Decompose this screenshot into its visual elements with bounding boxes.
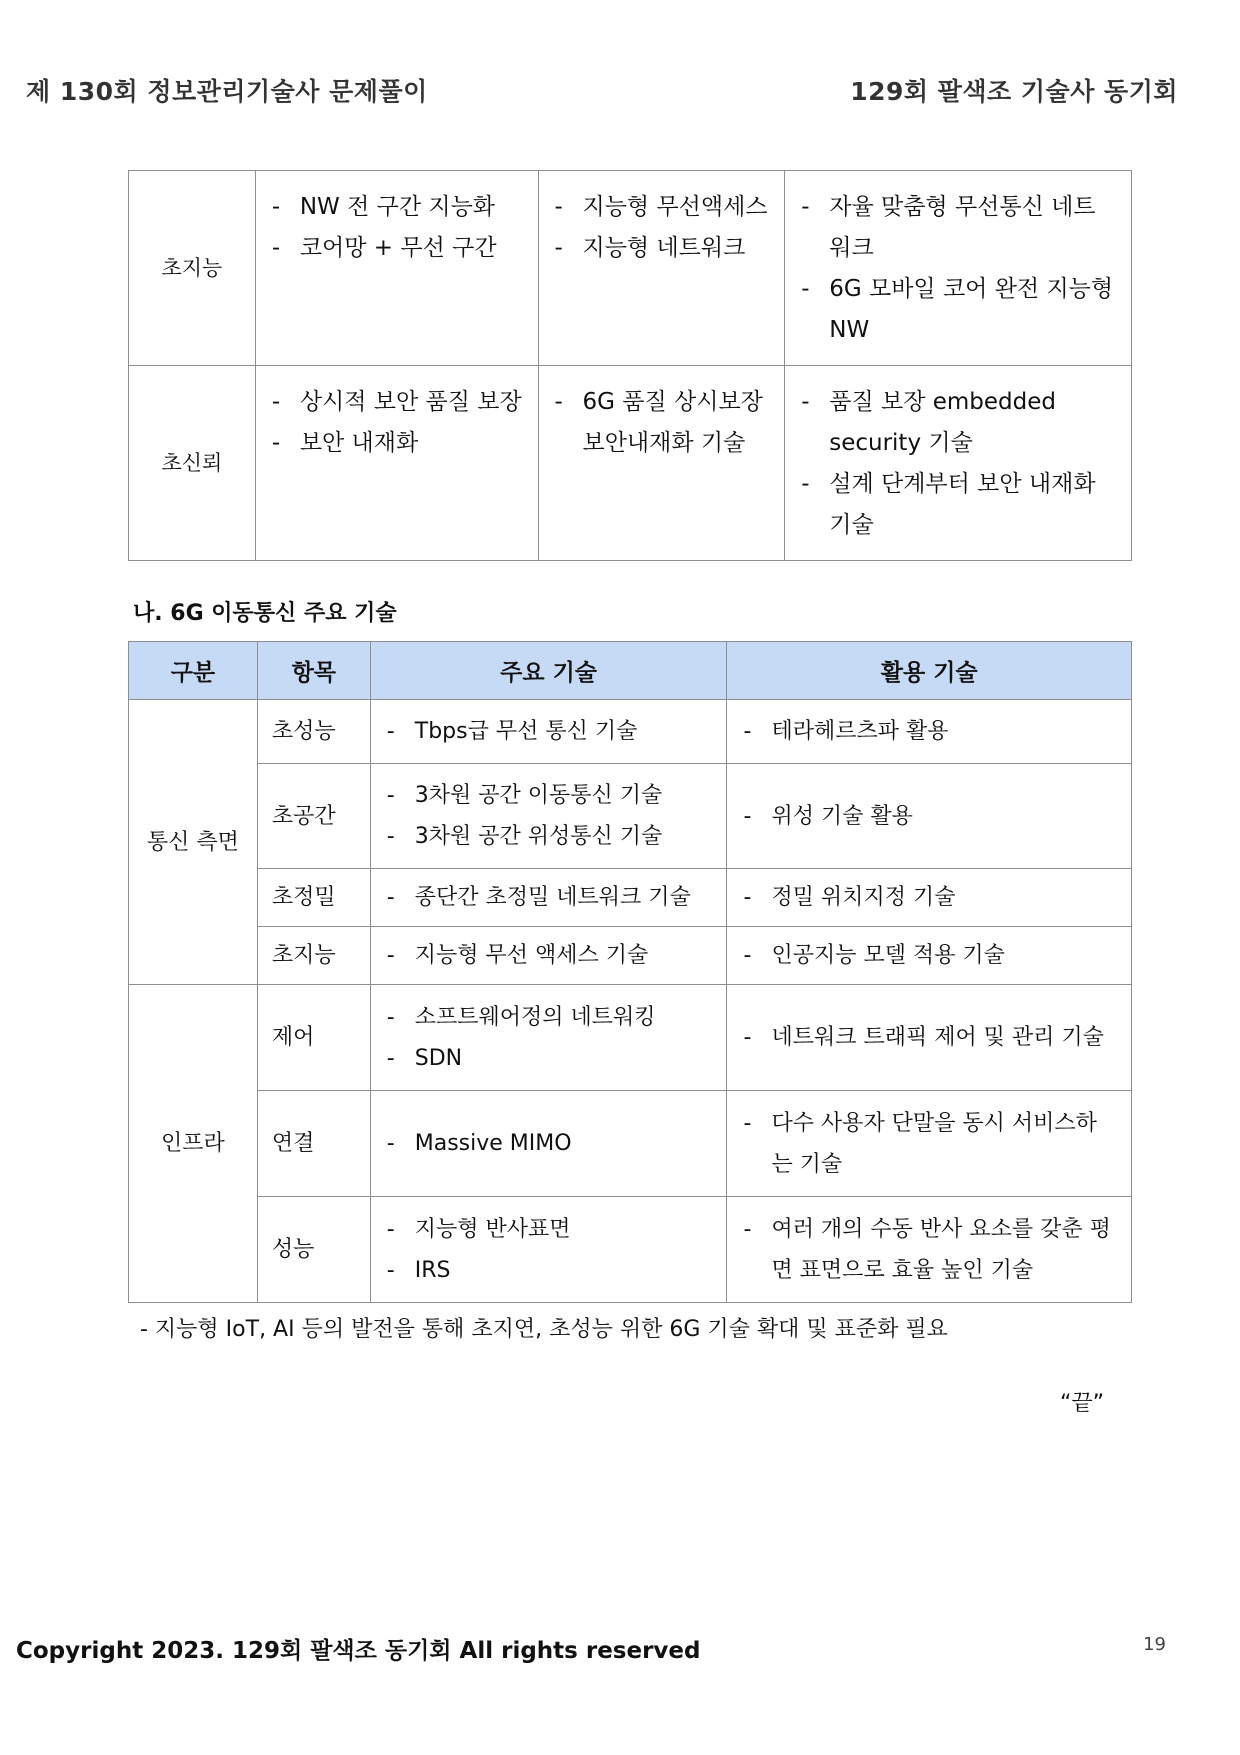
list-item: - 코어망 + 무선 구간 — [270, 228, 524, 269]
table-cell — [538, 171, 785, 366]
list-item: - 여러 개의 수동 반사 요소를 갖춘 평면 표면으로 효율 높인 기술 — [741, 1209, 1117, 1291]
list-item: - Tbps급 무선 통신 기술 — [385, 711, 713, 752]
list-item: - 소프트웨어정의 네트워킹 — [385, 997, 713, 1038]
list-item: - 6G 품질 상시보장 보안내재화 기술 — [553, 382, 771, 464]
item-cell: 초성능 — [257, 700, 370, 764]
table-cell — [370, 764, 727, 869]
group-cell: 인프라 — [129, 985, 258, 1303]
list-item: - 위성 기술 활용 — [741, 796, 1117, 837]
table-cell — [255, 366, 538, 561]
table-row — [129, 985, 1132, 1091]
table-cell — [538, 366, 785, 561]
column-header: 주요 기술 — [370, 642, 727, 700]
table-row — [129, 764, 1132, 869]
item-cell: 연결 — [257, 1091, 370, 1197]
end-mark: “끝” — [1060, 1391, 1105, 1416]
table-cell — [785, 171, 1132, 366]
item-cell: 초정밀 — [257, 869, 370, 927]
list-item: - 품질 보장 embedded security 기술 — [799, 382, 1117, 464]
table-row — [129, 700, 1132, 764]
tech-table-continued — [128, 170, 1132, 561]
list-item: - 3차원 공간 이동통신 기술 — [385, 775, 713, 816]
table-cell — [727, 1091, 1132, 1197]
list-item: - 지능형 네트워크 — [553, 228, 771, 269]
table-cell — [370, 869, 727, 927]
table-row — [129, 171, 1132, 366]
list-item: - 지능형 무선 액세스 기술 — [385, 935, 713, 976]
list-item: - IRS — [385, 1250, 713, 1291]
table-cell — [727, 869, 1132, 927]
item-cell: 제어 — [257, 985, 370, 1091]
table-cell — [727, 1197, 1132, 1303]
category-cell: 초신뢰 — [129, 366, 256, 561]
list-item: - 3차원 공간 위성통신 기술 — [385, 816, 713, 857]
column-header: 구분 — [129, 642, 258, 700]
footer-copyright: Copyright 2023. 129회 팔색조 동기회 All rights reserved — [16, 1638, 701, 1664]
list-item: - 정밀 위치지정 기술 — [741, 877, 1117, 918]
page-number: 19 — [1143, 1634, 1166, 1655]
list-item: - 인공지능 모델 적용 기술 — [741, 935, 1117, 976]
list-item: - 지능형 반사표면 — [385, 1209, 713, 1250]
list-item: - SDN — [385, 1038, 713, 1079]
header-title-right: 129회 팔색조 기술사 동기회 — [850, 77, 1178, 106]
table-cell — [727, 764, 1132, 869]
table-cell — [255, 171, 538, 366]
list-item: - 상시적 보안 품질 보장 — [270, 382, 524, 423]
header-title-left: 제 130회 정보관리기술사 문제풀이 — [26, 77, 428, 106]
table-cell — [727, 927, 1132, 985]
list-item: - 다수 사용자 단말을 동시 서비스하는 기술 — [741, 1103, 1117, 1185]
section-title: 나. 6G 이동통신 주요 기술 — [133, 601, 397, 626]
category-cell: 초지능 — [129, 171, 256, 366]
table-cell — [370, 985, 727, 1091]
table-cell — [370, 700, 727, 764]
list-item: - NW 전 구간 지능화 — [270, 187, 524, 228]
item-cell: 성능 — [257, 1197, 370, 1303]
list-item: - 보안 내재화 — [270, 423, 524, 464]
table-row — [129, 1197, 1132, 1303]
table-cell — [370, 927, 727, 985]
list-item: - 지능형 무선액세스 — [553, 187, 771, 228]
table-cell — [727, 985, 1132, 1091]
6g-tech-table — [128, 641, 1132, 1303]
item-cell: 초지능 — [257, 927, 370, 985]
group-cell: 통신 측면 — [129, 700, 258, 985]
list-item: - 네트워크 트래픽 제어 및 관리 기술 — [741, 1017, 1117, 1058]
table-cell — [370, 1091, 727, 1197]
table-cell — [785, 366, 1132, 561]
table-cell — [727, 700, 1132, 764]
summary-note: - 지능형 IoT, AI 등의 발전을 통해 초지연, 초성능 위한 6G 기술 확대 및 표준화 필요 — [140, 1317, 948, 1342]
list-item: - 테라헤르츠파 활용 — [741, 711, 1117, 752]
list-item: - 6G 모바일 코어 완전 지능형 NW — [799, 269, 1117, 351]
list-item: - 설계 단계부터 보안 내재화 기술 — [799, 464, 1117, 546]
item-cell: 초공간 — [257, 764, 370, 869]
column-header: 활용 기술 — [727, 642, 1132, 700]
table-row — [129, 869, 1132, 927]
table-header-row — [129, 642, 1132, 700]
column-header: 항목 — [257, 642, 370, 700]
list-item: - 종단간 초정밀 네트워크 기술 — [385, 877, 713, 918]
table-row — [129, 1091, 1132, 1197]
list-item: - Massive MIMO — [385, 1123, 713, 1164]
table-cell — [370, 1197, 727, 1303]
list-item: - 자율 맞춤형 무선통신 네트워크 — [799, 187, 1117, 269]
table-row — [129, 366, 1132, 561]
table-row — [129, 927, 1132, 985]
